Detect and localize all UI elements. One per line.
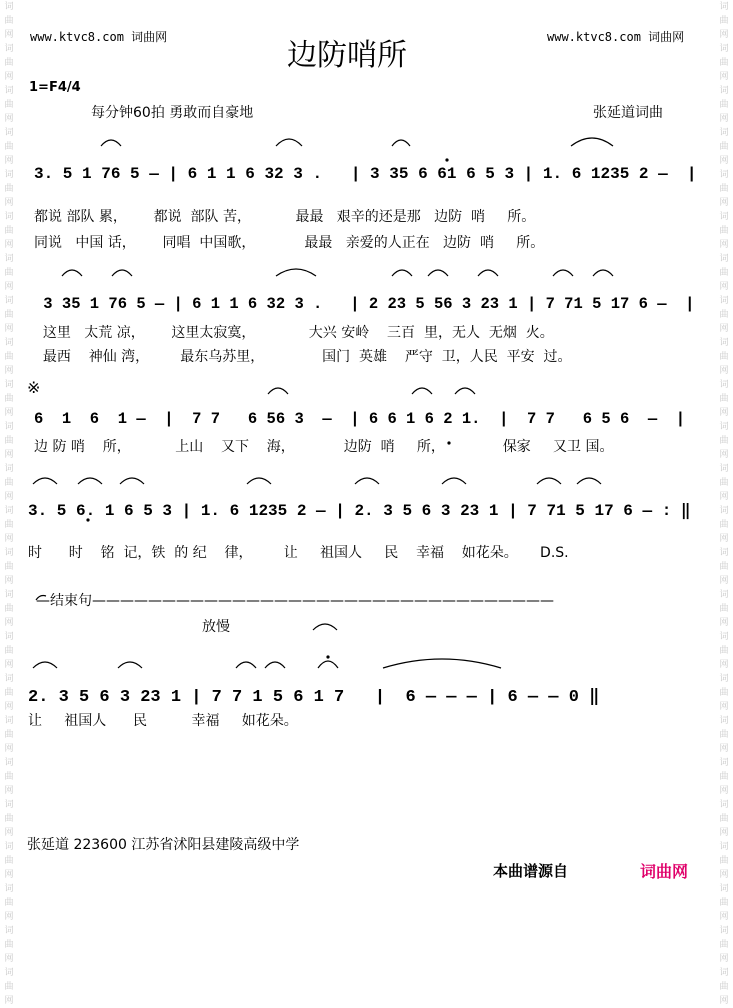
lyric-line-2b: 最西 神仙 湾， 最东乌苏里， 国门 英雄 严守 卫，人民 平安 过。 bbox=[34, 349, 572, 365]
ritardando-marking: 放慢 bbox=[202, 619, 230, 635]
notation-line-1: 3. 5 1 76 5 — | 6 1 1 6 32 3 . | 3 35 6 61 6 5 3 | 1. 6 1235 2 — | bbox=[34, 165, 697, 183]
segno-sign: ※ bbox=[27, 378, 41, 397]
author-address: 张延道 223600 江苏省沭阳县建陵高级中学 bbox=[27, 837, 300, 853]
lyric-line-1a: 都说 部队 累， 都说 部队 苦， 最最 艰辛的还是那 边防 哨 所。 bbox=[34, 209, 536, 225]
lyric-line-5: 让 祖国人 民 幸福 如花朵。 bbox=[28, 713, 298, 729]
site-url-right[interactable]: www.ktvc8.com 词曲网 bbox=[547, 30, 685, 44]
site-url-left[interactable]: www.ktvc8.com 词曲网 bbox=[30, 30, 168, 44]
source-site-link[interactable]: 词曲网 bbox=[640, 862, 689, 881]
lyric-line-2a: 这里 太荒 凉， 这里太寂寞， 大兴 安岭 三百 里，无人 无烟 火。 bbox=[34, 325, 554, 341]
lyric-line-4: 时 时 铭 记，铁 的 纪 律， 让 祖国人 民 幸福 如花朵。 D.S. bbox=[28, 545, 569, 561]
notation-line-2: 3 35 1 76 5 — | 6 1 1 6 32 3 . | 2 23 5 56 3 23 1 | 7 71 5 17 6 — | bbox=[34, 295, 695, 313]
lyric-line-3: 边 防 哨 所， 上山 又下 海， 边防 哨 所， 保家 又卫 国。 bbox=[34, 439, 614, 455]
notation-line-5: 2. 3 5 6 3 23 1 | 7 7 1 5 6 1 7 | 6 — — — | 6 — — 0 ‖ bbox=[28, 688, 600, 707]
watermark-right: 词曲网词曲网词曲网词曲网词曲网词曲网词曲网词曲网词曲网词曲网词曲网词曲网词曲网词曲网词曲网词曲网词曲网词曲网词曲网词曲网词曲网词曲网词曲网词曲网 bbox=[719, 2, 729, 1006]
tempo-marking: 每分钟60拍 勇敢而自豪地 bbox=[91, 105, 254, 121]
song-title: 边防哨所 bbox=[287, 38, 407, 73]
key-signature: 1=F4/4 bbox=[29, 80, 81, 95]
watermark-left: 词曲网词曲网词曲网词曲网词曲网词曲网词曲网词曲网词曲网词曲网词曲网词曲网词曲网词曲网词曲网词曲网词曲网词曲网词曲网词曲网词曲网词曲网词曲网词曲网 bbox=[4, 2, 14, 1006]
source-label: 本曲谱源自 bbox=[493, 862, 569, 880]
notation-line-3: 6 1 6 1 — | 7 7 6 56 3 — | 6 6 1 6 2 1. | 7 7 6 5 6 — | bbox=[34, 410, 686, 428]
coda-label: —结束句————————————————————————————————— bbox=[36, 593, 554, 609]
credit: 张延道词曲 bbox=[593, 105, 663, 121]
notation-line-4: 3. 5 6. 1 6 5 3 | 1. 6 1235 2 — | 2. 3 5 6 3 23 1 | 7 71 5 17 6 — : ‖ bbox=[28, 502, 691, 520]
lyric-line-1b: 同说 中国 话， 同唱 中国歌， 最最 亲爱的人正在 边防 哨 所。 bbox=[34, 235, 545, 251]
